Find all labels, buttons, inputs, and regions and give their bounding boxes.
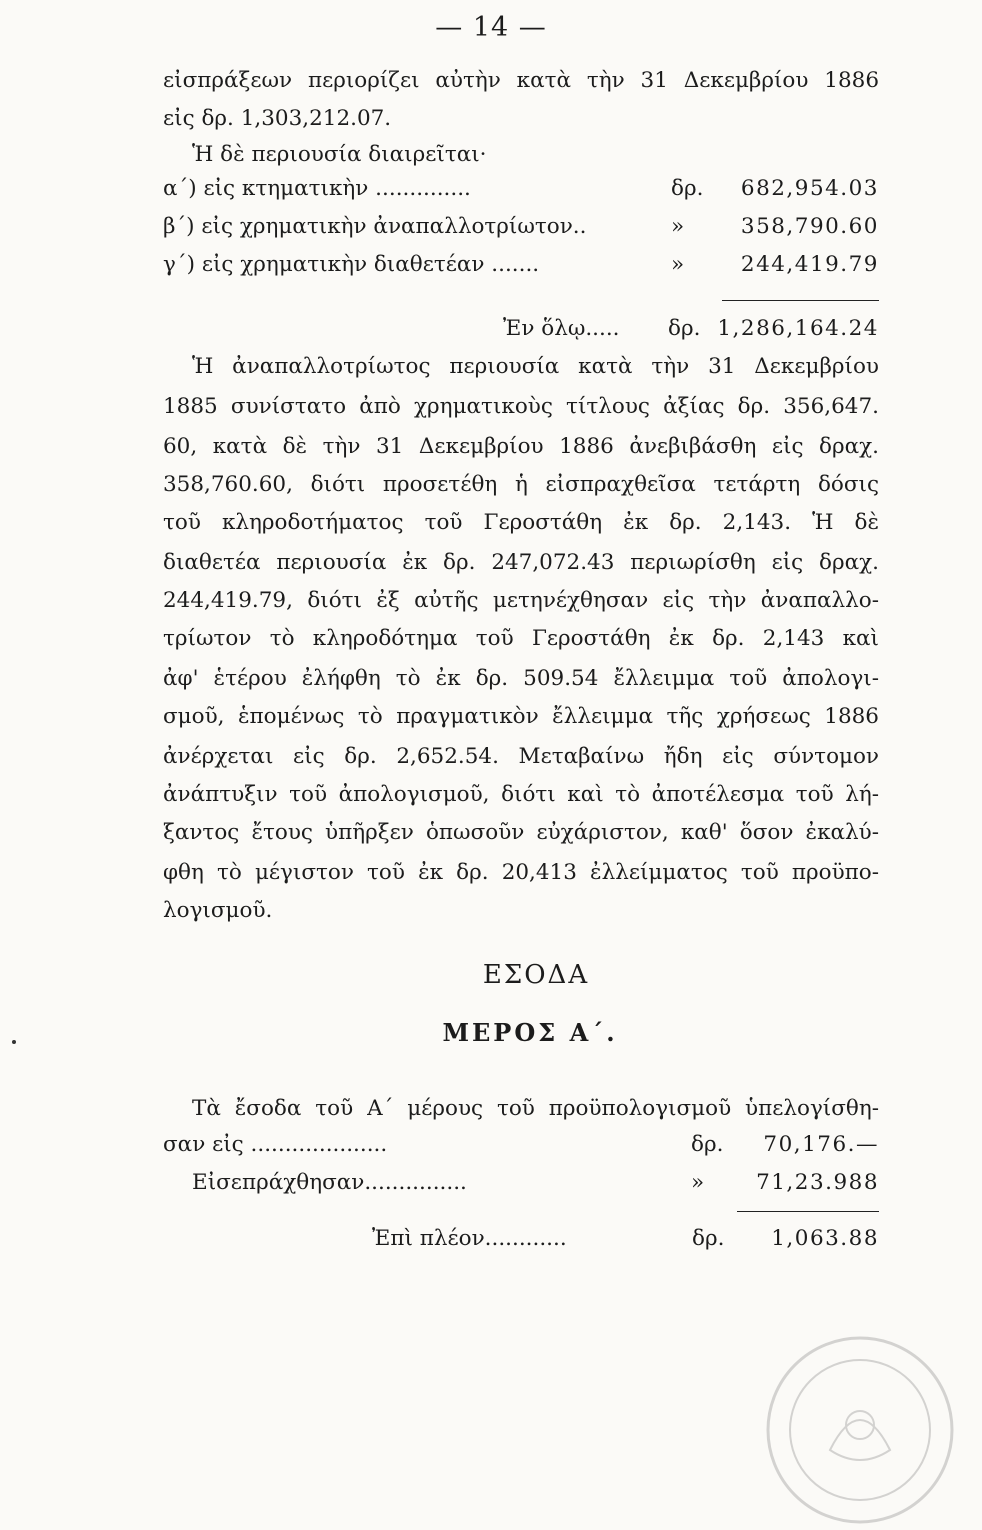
text-line: Ἡ ἀναπαλλοτρίωτος περιουσία κατὰ τὴν 31 Δεκεμβρίου: [192, 354, 879, 379]
text-line: εἰσπράξεων περιορίζει αὐτὴν κατὰ τὴν 31 Δεκεμβρίου 1886: [163, 68, 879, 93]
division-item-label: β΄) εἰς χρηματικὴν ἀναπαλλοτρίωτον..: [163, 214, 587, 239]
part-heading: ΜΕΡΟΣ Α΄.: [442, 1018, 618, 1047]
margin-dot: [12, 1040, 16, 1044]
text-line: 60, κατὰ δὲ τὴν 31 Δεκεμβρίου 1886 ἀνεβιβάσθη εἰς δραχ.: [163, 434, 879, 459]
currency-label: »: [671, 214, 685, 239]
text-line: εἰς δρ. 1,303,212.07.: [163, 106, 392, 131]
text-line: λογισμοῦ.: [163, 898, 273, 923]
currency-label: δρ.: [691, 1132, 724, 1157]
text-line: τρίωτον τὸ κληροδότημα τοῦ Γεροστάθη ἐκ δρ. 2,143 καὶ: [163, 626, 879, 651]
currency-label: δρ.: [668, 316, 701, 341]
text-line: σμοῦ, ἑπομένως τὸ πραγματικὸν ἔλλειμμα τῆς χρήσεως 1886: [163, 704, 879, 729]
currency-label: »: [671, 252, 685, 277]
division-intro: Ἡ δὲ περιουσία διαιρεῖται·: [192, 142, 487, 167]
currency-label: δρ.: [692, 1226, 725, 1251]
text-line: ἀφ' ἑτέρου ἐλήφθη τὸ ἐκ δρ. 509.54 ἔλλειμμα τοῦ ἀπολογι-: [163, 666, 879, 691]
library-seal-icon: [760, 1330, 960, 1530]
surplus-amount: 1,063.88: [771, 1226, 879, 1251]
revenue-label: Εἰσεπράχθησαν...............: [192, 1170, 467, 1195]
total-amount: 1,286,164.24: [717, 316, 879, 341]
division-item-a: [163, 174, 879, 204]
surplus-label: Ἐπὶ πλέον............: [372, 1226, 567, 1251]
division-item-label: γ΄) εἰς χρηματικὴν διαθετέαν .......: [163, 252, 540, 277]
text-line: 1885 συνίστατο ἀπὸ χρηματικοὺς τίτλους ἀξίας δρ. 356,647.: [163, 394, 879, 419]
amount: 244,419.79: [740, 252, 879, 277]
text-line: ἀνέρχεται εἰς δρ. 2,652.54. Μεταβαίνω ἤδη εἰς σύντομον: [163, 744, 879, 769]
page-number: — 14 —: [435, 12, 547, 43]
division-item-label: α΄) εἰς κτηματικὴν ..............: [163, 176, 471, 201]
text-line: φθη τὸ μέγιστον τοῦ ἐκ δρ. 20,413 ἐλλείμματος τοῦ προϋπο-: [163, 860, 879, 885]
sum-rule: [737, 1211, 879, 1212]
text-line: Τὰ ἔσοδα τοῦ Α΄ μέρους τοῦ προϋπολογισμοῦ ὑπελογίσθη-: [192, 1096, 879, 1121]
text-line: διαθετέα περιουσία ἐκ δρ. 247,072.43 περιωρίσθη εἰς δραχ.: [163, 550, 879, 575]
division-item-b: [163, 212, 879, 242]
division-item-c: [163, 250, 879, 280]
currency-label: »: [691, 1170, 705, 1195]
section-heading: ΕΣΟΔΑ: [482, 960, 590, 990]
revenue-collected-row: [192, 1168, 879, 1198]
text-line: τοῦ κληροδοτήματος τοῦ Γεροστάθη ἐκ δρ. 2,143. Ἡ δὲ: [163, 510, 879, 535]
amount: 358,790.60: [740, 214, 879, 239]
sum-rule: [722, 300, 879, 301]
revenue-estimated-row: [163, 1130, 879, 1160]
text-line: 358,760.60, διότι προσετέθη ἡ εἰσπραχθεῖσα τετάρτη δόσις: [163, 472, 879, 497]
text-line: 244,419.79, διότι ἐξ αὐτῆς μετηνέχθησαν εἰς τὴν ἀναπαλλο-: [163, 588, 879, 613]
text-line: ξαντος ἔτους ὑπῆρξεν ὁπωσοῦν εὐχάριστον, καθ' ὅσον ἐκαλύ-: [163, 820, 879, 845]
surplus-row: [372, 1224, 879, 1254]
total-label: Ἐν ὅλῳ.....: [503, 316, 620, 341]
currency-label: δρ.: [671, 176, 704, 201]
text-line: ἀνάπτυξιν τοῦ ἀπολογισμοῦ, διότι καὶ τὸ ἀποτέλεσμα τοῦ λή-: [163, 782, 879, 807]
amount: 70,176.—: [763, 1132, 879, 1157]
amount: 71,23.988: [756, 1170, 879, 1195]
revenue-label: σαν εἰς ....................: [163, 1132, 388, 1157]
total-row: [503, 314, 879, 344]
amount: 682,954.03: [740, 176, 879, 201]
